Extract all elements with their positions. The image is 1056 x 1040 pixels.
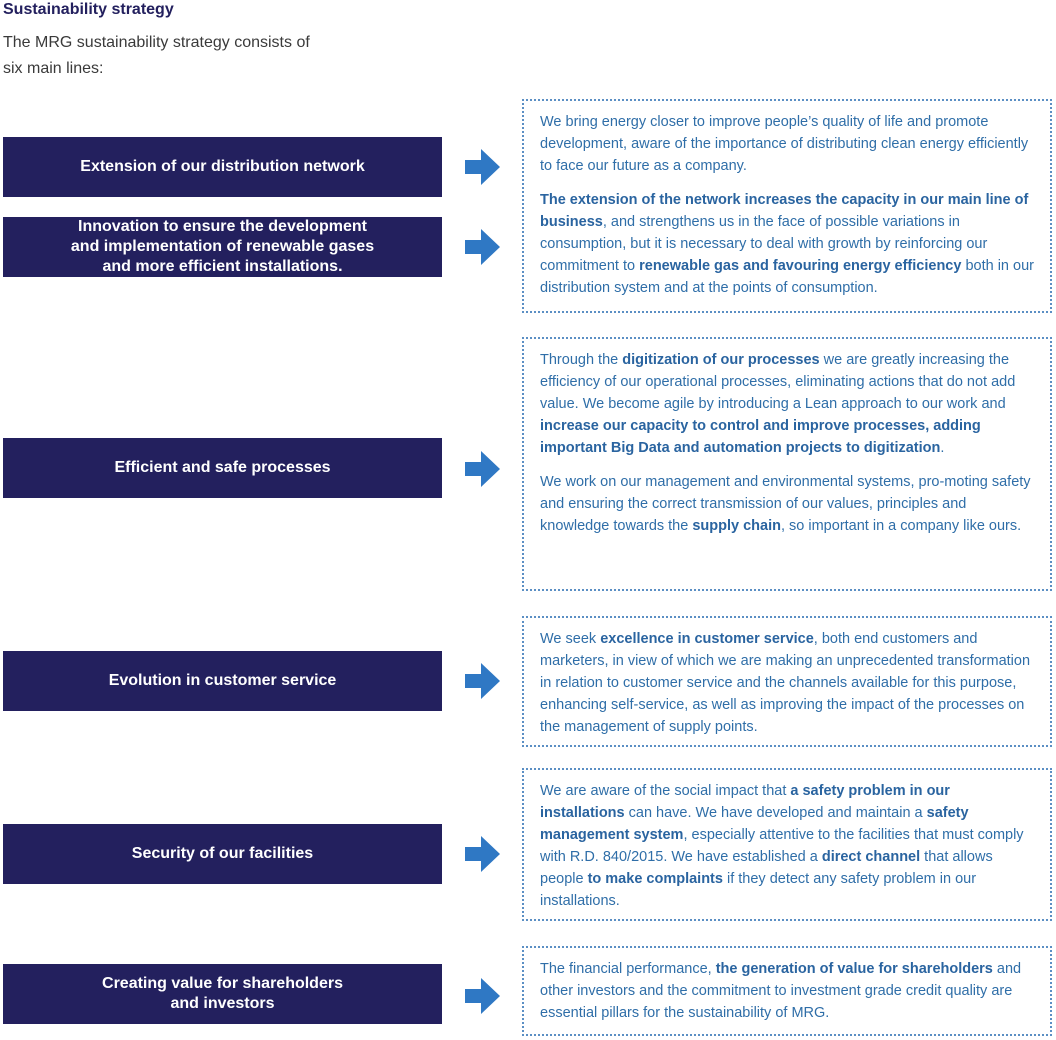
- highlight-text: The extension of the network increases the capacity in our main line of business: [540, 192, 1029, 230]
- description-paragraph: [540, 111, 1034, 177]
- arrow-right-icon: [463, 835, 501, 873]
- body-text: that allows people: [540, 849, 993, 887]
- body-text: we are greatly increasing the efficiency of our operational processes, eliminating actions that do not add value. We become agile by introducing a Lean approach to our work and: [540, 352, 1016, 412]
- line-label: Creating value for shareholders and investors: [102, 975, 343, 1012]
- body-text: Through the: [540, 352, 623, 368]
- highlight-text: excellence in customer service: [600, 631, 814, 647]
- line-label: Security of our facilities: [131, 845, 314, 862]
- description-box-shareholders: [522, 946, 1052, 1036]
- line-box-facilities-security: [3, 824, 442, 884]
- body-text: , both end customers and marketers, in view of which we are making an unprecedented transformation in relation to customer service and the channels available for this purpose, enhancing self-service, as well as improving the impact of the processes on the management of supply points.: [540, 631, 1031, 735]
- highlight-text: increase our capacity to control and improve processes, adding important Big Data and automation projects to digitization: [540, 418, 981, 456]
- page-title: Sustainability strategy: [3, 1, 174, 18]
- line-box-distribution-network: [3, 137, 442, 197]
- description-box-network: [522, 99, 1052, 313]
- arrow-right-icon: [463, 228, 501, 266]
- description-box-processes: [522, 337, 1052, 591]
- description-paragraph: [540, 958, 1034, 1024]
- highlight-text: supply chain: [692, 518, 781, 534]
- line-label: Evolution in customer service: [108, 672, 337, 689]
- description-box-customer-service: [522, 616, 1052, 747]
- body-text: , especially attentive to the facilities that must comply with R.D. 840/2015. We have established a: [540, 827, 1024, 865]
- description-paragraph: [540, 628, 1034, 738]
- arrow-right-icon: [463, 977, 501, 1015]
- body-text: We seek: [540, 631, 601, 647]
- body-text: and other investors and the commitment to investment grade credit quality are essential pillars for the sustainability of MRG.: [540, 961, 1022, 1021]
- description-paragraph: [540, 349, 1034, 459]
- highlight-text: renewable gas and favouring energy efficiency: [639, 258, 962, 274]
- line-label: Extension of our distribution network: [80, 158, 365, 175]
- description-box-facilities: [522, 768, 1052, 921]
- arrow-right-icon: [463, 662, 501, 700]
- highlight-text: safety management system: [540, 805, 969, 843]
- body-text: .: [940, 440, 945, 456]
- line-box-innovation: [3, 217, 442, 277]
- line-box-efficient-processes: [3, 438, 442, 498]
- description-paragraph: [540, 189, 1034, 299]
- highlight-text: to make complaints: [587, 871, 723, 887]
- description-paragraph: [540, 780, 1034, 912]
- highlight-text: the generation of value for shareholders: [715, 961, 993, 977]
- highlight-text: digitization of our processes: [622, 352, 820, 368]
- line-box-customer-service: [3, 651, 442, 711]
- arrow-right-icon: [463, 450, 501, 488]
- body-text: can have. We have developed and maintain a: [624, 805, 927, 821]
- arrow-right-icon: [463, 148, 501, 186]
- description-paragraph: [540, 471, 1034, 537]
- line-label: Efficient and safe processes: [114, 459, 331, 476]
- body-text: We bring energy closer to improve people’s quality of life and promote development, aware of the importance of distributing clean energy efficiently to face our future as a company.: [540, 114, 1029, 174]
- body-text: We work on our management and environmental systems, pro-moting safety and ensuring the correct transmission of our values, principles and knowledge towards the: [540, 474, 1031, 534]
- intro-text: The MRG sustainability strategy consists of six main lines:: [3, 34, 310, 77]
- body-text: both in our distribution system and at the points of consumption.: [540, 258, 1034, 296]
- body-text: The financial performance,: [540, 961, 716, 977]
- highlight-text: a safety problem in our installations: [540, 783, 950, 821]
- line-label: Innovation to ensure the development and implementation of renewable gases and more efficient installations.: [70, 218, 375, 275]
- highlight-text: direct channel: [821, 849, 921, 865]
- line-box-shareholder-value: [3, 964, 442, 1024]
- body-text: if they detect any safety problem in our installations.: [540, 871, 977, 909]
- body-text: , so important in a company like ours.: [780, 518, 1022, 534]
- body-text: We are aware of the social impact that: [540, 783, 791, 799]
- body-text: , and strengthens us in the face of possible variations in consumption, but it is necessary to deal with growth by reinforcing our commitment to: [540, 214, 988, 274]
